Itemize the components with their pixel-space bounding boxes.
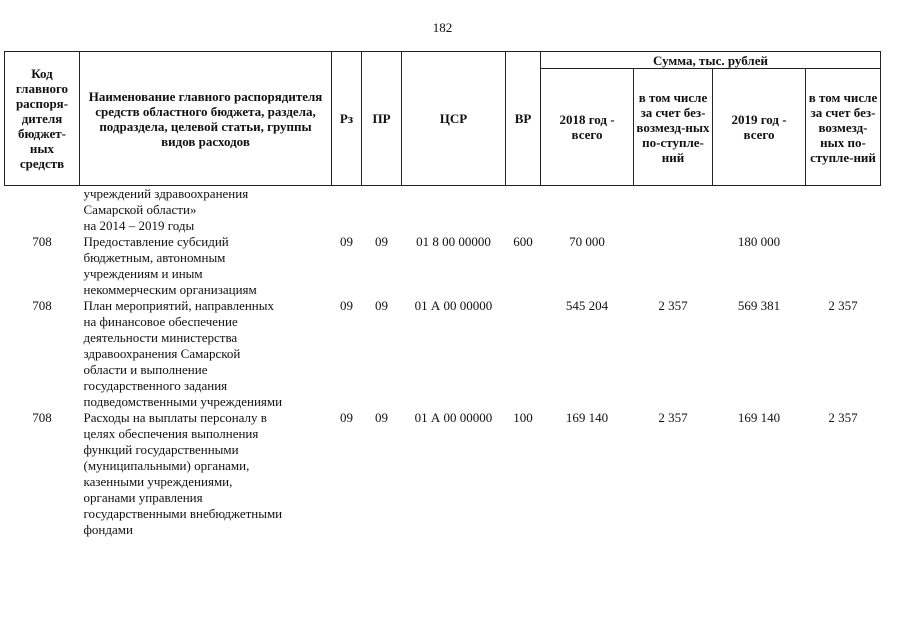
row-name: [80, 234, 332, 298]
continuation-name: [80, 186, 332, 235]
row-2018-free: [634, 234, 713, 298]
name-line: Самарской области»: [83, 202, 197, 217]
name-line: Расходы на выплаты персоналу в: [83, 410, 267, 425]
header-sum-group: Сумма, тыс. рублей: [541, 52, 881, 69]
row-vr: 100: [513, 410, 533, 425]
row-2019-free: 2 357: [828, 298, 858, 313]
name-line: бюджетным, автономным: [83, 250, 226, 265]
table-row: [5, 298, 881, 410]
name-line: государственными внебюджетными: [83, 506, 283, 521]
name-line: на финансовое обеспечение: [83, 314, 238, 329]
row-2019-total: 180 000: [737, 234, 781, 249]
row-rz: 09: [340, 410, 353, 425]
row-2019-total: 569 381: [737, 298, 781, 313]
row-2018-free: 2 357: [658, 298, 688, 313]
row-rz: 09: [340, 234, 353, 249]
header-2018-free: в том числе за счет без-возмезд-ных по-ступле-ний: [634, 69, 713, 186]
name-line: области и выполнение: [83, 362, 208, 377]
header-csr: ЦСР: [402, 52, 506, 186]
name-line: казенными учреждениями,: [83, 474, 233, 489]
page-number: 182: [432, 20, 453, 35]
name-line: (муниципальными) органами,: [83, 458, 250, 473]
row-pr: 09: [375, 298, 388, 313]
row-pr: 09: [375, 410, 388, 425]
name-line: Предоставление субсидий: [83, 234, 229, 249]
row-csr: 01 А 00 00000: [414, 298, 493, 313]
name-line: некоммерческим организациям: [83, 282, 257, 297]
header-2019-total: 2019 год - всего: [713, 69, 806, 186]
row-2019-free: [806, 234, 881, 298]
name-line: на 2014 – 2019 годы: [83, 218, 195, 233]
name-line: здравоохранения Самарской: [83, 346, 241, 361]
header-rz: Рз: [332, 52, 362, 186]
name-line: учреждениям и иным: [83, 266, 203, 281]
row-csr: 01 А 00 00000: [414, 410, 493, 425]
name-line: План мероприятий, направленных: [83, 298, 274, 313]
table-row: [5, 234, 881, 298]
row-vr: 600: [513, 234, 533, 249]
row-2018-total: 70 000: [569, 234, 605, 249]
name-line: подведомственными учреждениями: [83, 394, 283, 409]
row-name: [80, 410, 332, 538]
name-line: учреждений здравоохранения: [83, 186, 249, 201]
row-name: [80, 298, 332, 410]
header-2019-free: в том числе за счет без-возмезд-ных по-ступле-ний: [806, 69, 881, 186]
row-csr: 01 8 00 00000: [416, 234, 491, 249]
header-code: Код главного распоря-дителя бюджет-ных средств: [5, 52, 80, 186]
table-row: [5, 410, 881, 538]
row-2018-free: 2 357: [658, 410, 688, 425]
row-2019-total: 169 140: [737, 410, 781, 425]
row-2018-total: 169 140: [565, 410, 609, 425]
row-vr: [506, 298, 541, 410]
row-code: 708: [32, 234, 52, 249]
header-pr: ПР: [362, 52, 402, 186]
name-line: целях обеспечения выполнения: [83, 426, 259, 441]
row-code: 708: [32, 410, 52, 425]
budget-table: [4, 51, 881, 538]
row-rz: 09: [340, 298, 353, 313]
header-vr: ВР: [506, 52, 541, 186]
row-pr: 09: [375, 234, 388, 249]
name-line: фондами: [83, 522, 133, 537]
header-2018-total: 2018 год - всего: [541, 69, 634, 186]
row-2018-total: 545 204: [565, 298, 609, 313]
name-line: органами управления: [83, 490, 203, 505]
name-line: государственного задания: [83, 378, 228, 393]
row-2019-free: 2 357: [828, 410, 858, 425]
name-line: деятельности министерства: [83, 330, 238, 345]
row-code: 708: [32, 298, 52, 313]
name-line: функций государственными: [83, 442, 239, 457]
continuation-row: [5, 186, 881, 235]
header-name: Наименование главного распорядителя средств областного бюджета, раздела, подраздела, целевой статьи, группы видов расходов: [80, 52, 332, 186]
